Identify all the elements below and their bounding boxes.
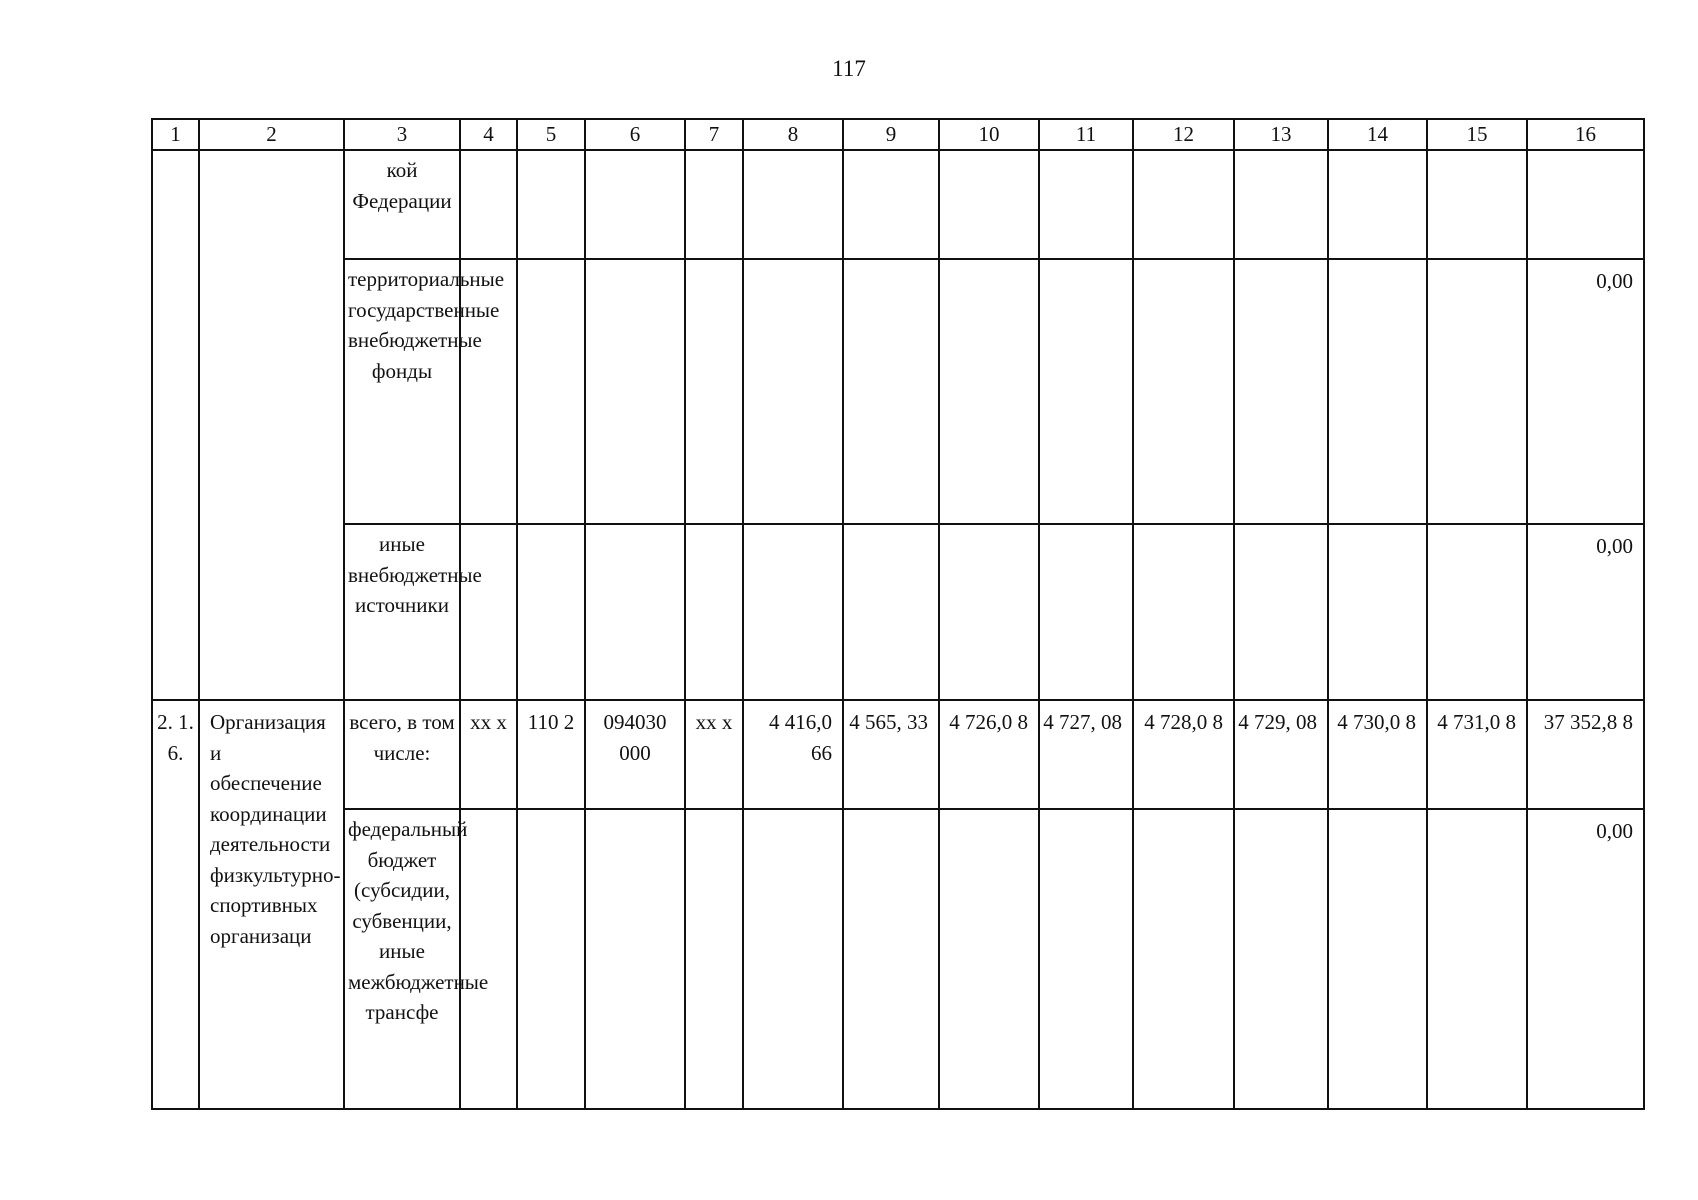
column-number: 10: [939, 119, 1039, 150]
col-10-value: 4 726,0 8: [939, 700, 1039, 809]
item-title: Организация и обеспечение координации деятельности физкультурно-спортивных организаци: [199, 700, 344, 1109]
funding-source: всего, в том числе:: [344, 700, 460, 809]
table-row: [152, 524, 1644, 700]
column-number: 3: [344, 119, 460, 150]
funding-source: иные внебюджетные источники: [344, 524, 460, 700]
col-7-value: xx x: [685, 700, 743, 809]
total-value: 0,00: [1527, 809, 1644, 1109]
column-number: 12: [1133, 119, 1234, 150]
table-row: [152, 150, 1644, 259]
col-8-value: 4 416,0 66: [743, 700, 843, 809]
column-number-row: [152, 119, 1644, 150]
column-number: 7: [685, 119, 743, 150]
column-number: 13: [1234, 119, 1328, 150]
total-value: 0,00: [1527, 259, 1644, 524]
column-number: 14: [1328, 119, 1427, 150]
item-number: 2. 1. 6.: [152, 700, 199, 1109]
column-number: 6: [585, 119, 685, 150]
column-number: 1: [152, 119, 199, 150]
col-5-value: 110 2: [517, 700, 585, 809]
column-number: 11: [1039, 119, 1133, 150]
item-number-cell: [152, 150, 199, 700]
col-6-value: 094030 000: [585, 700, 685, 809]
column-number: 9: [843, 119, 939, 150]
total-value: [1527, 150, 1644, 259]
budget-table: [151, 118, 1645, 1110]
col-12-value: 4 728,0 8: [1133, 700, 1234, 809]
item-title-cell: [199, 150, 344, 700]
col-14-value: 4 730,0 8: [1328, 700, 1427, 809]
column-number: 8: [743, 119, 843, 150]
column-number: 16: [1527, 119, 1644, 150]
column-number: 15: [1427, 119, 1527, 150]
total-value: 0,00: [1527, 524, 1644, 700]
col-11-value: 4 727, 08: [1039, 700, 1133, 809]
col-9-value: 4 565, 33: [843, 700, 939, 809]
col-4-value: xx x: [460, 700, 517, 809]
table-row: [152, 809, 1644, 1109]
col-13-value: 4 729, 08: [1234, 700, 1328, 809]
column-number: 2: [199, 119, 344, 150]
col-15-value: 4 731,0 8: [1427, 700, 1527, 809]
page-number: 117: [832, 56, 866, 81]
funding-source: федеральный бюджет (субсидии, субвенции, иные межбюджетные трансфе: [344, 809, 460, 1109]
funding-source: территориальные государственные внебюджетные фонды: [344, 259, 460, 524]
table-row: [152, 259, 1644, 524]
col-16-value: 37 352,8 8: [1527, 700, 1644, 809]
funding-source: кой Федерации: [344, 150, 460, 259]
column-number: 5: [517, 119, 585, 150]
table-row: [152, 700, 1644, 809]
column-number: 4: [460, 119, 517, 150]
